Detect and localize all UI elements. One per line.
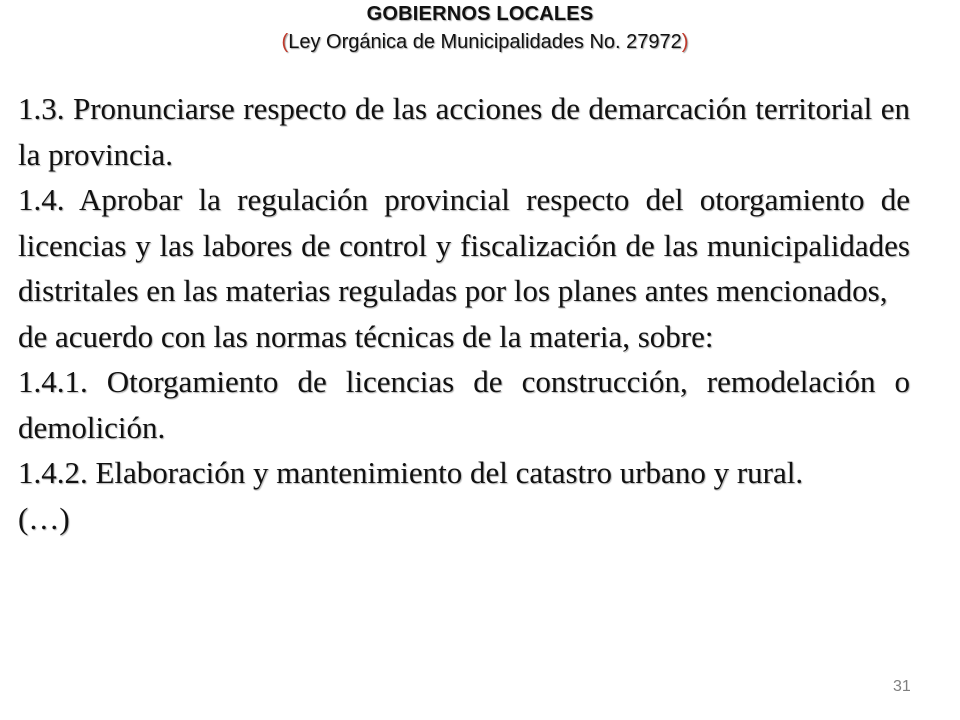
page-number: 31 <box>893 678 911 695</box>
subtitle-close-paren: ) <box>681 31 689 53</box>
paragraph-1-4: 1.4. Aprobar la regulación provincial respecto del otorgamiento de licencias y las labores de control y fiscalización de las municipalidades distritales en las materias reguladas por los planes antes mencionados, <box>18 182 910 308</box>
paragraph-1-4-2: 1.4.2. Elaboración y mantenimiento del catastro urbano y rural. <box>18 455 804 490</box>
paragraph-1-3: 1.3. Pronunciarse respecto de las acciones de demarcación territorial en la provincia. <box>18 91 910 172</box>
slide-subtitle <box>10 30 960 54</box>
subtitle-text: Ley Orgánica de Municipalidades No. 27972 <box>288 31 682 53</box>
slide-title: GOBIERNOS LOCALES <box>366 3 594 25</box>
paragraph-ellipsis: (…) <box>18 500 70 536</box>
slide-body <box>18 86 910 541</box>
paragraph-1-4-1: 1.4.1. Otorgamiento de licencias de construcción, remodelación o demolición. <box>18 364 910 445</box>
slide-header <box>0 2 960 54</box>
paragraph-continuation: de acuerdo con las normas técnicas de la materia, sobre: <box>18 318 714 354</box>
subtitle-open-paren: ( <box>281 31 289 53</box>
